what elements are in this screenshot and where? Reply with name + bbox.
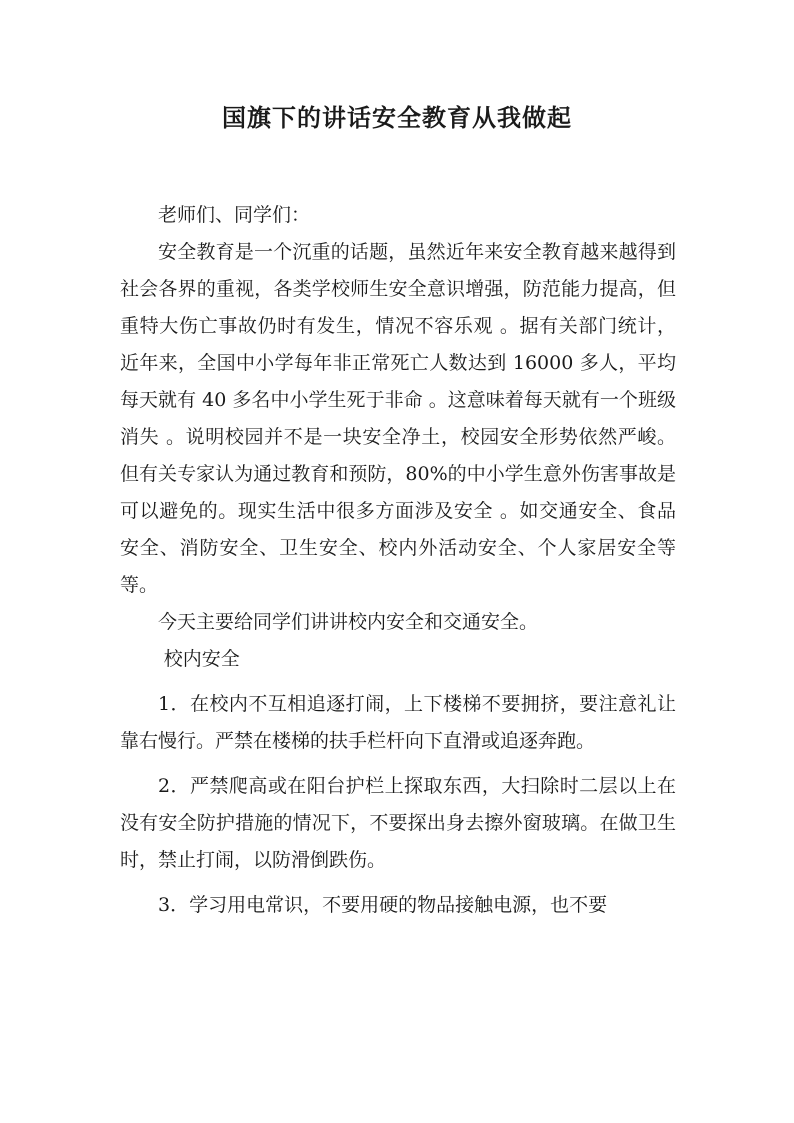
list-item-2: 2．严禁爬高或在阳台护栏上探取东西，大扫除时二层以上在没有安全防护措施的情况下，不要探出身去擦外窗玻璃。在做卫生时，禁止打闹，以防滑倒跌伤。: [120, 775, 676, 871]
paragraph-intro: 安全教育是一个沉重的话题，虽然近年来安全教育越来越得到社会各界的重视，各类学校师生安全意识增强，防范能力提高，但重特大伤亡事故仍时有发生，情况不容乐观 。据有关部门统计，近年来，全国中小学每年非正常死亡人数达到 16000 多人，平均每天就有 40 多名中小学生死于非命 。这意味着每天就有一个班级消失 。说明校园并不是一块安全净土，校园安全形势依然严峻。但有关专家认为通过教育和预防，80%的中小学生意外伤害事故是可以避免的。现实生活中很多方面涉及安全 。如交通安全、食品安全、消防安全、卫生安全、校内外活动安全、个人家居安全等等。: [120, 241, 676, 596]
paragraph-today: 今天主要给同学们讲讲校内安全和交通安全。: [158, 611, 539, 633]
list-item-1: 1．在校内不互相追逐打闹，上下楼梯不要拥挤，要注意礼让靠右慢行。严禁在楼梯的扶手栏杆向下直滑或追逐奔跑。: [120, 693, 676, 752]
document-title: 国旗下的讲话安全教育从我做起: [222, 104, 572, 132]
section-heading-campus-safety: 校内安全: [163, 648, 240, 670]
list-item-3: 3．学习用电常识，不要用硬的物品接触电源，也不要: [158, 894, 608, 916]
document-body: [120, 197, 676, 924]
salutation: 老师们、同学们：: [158, 204, 311, 226]
